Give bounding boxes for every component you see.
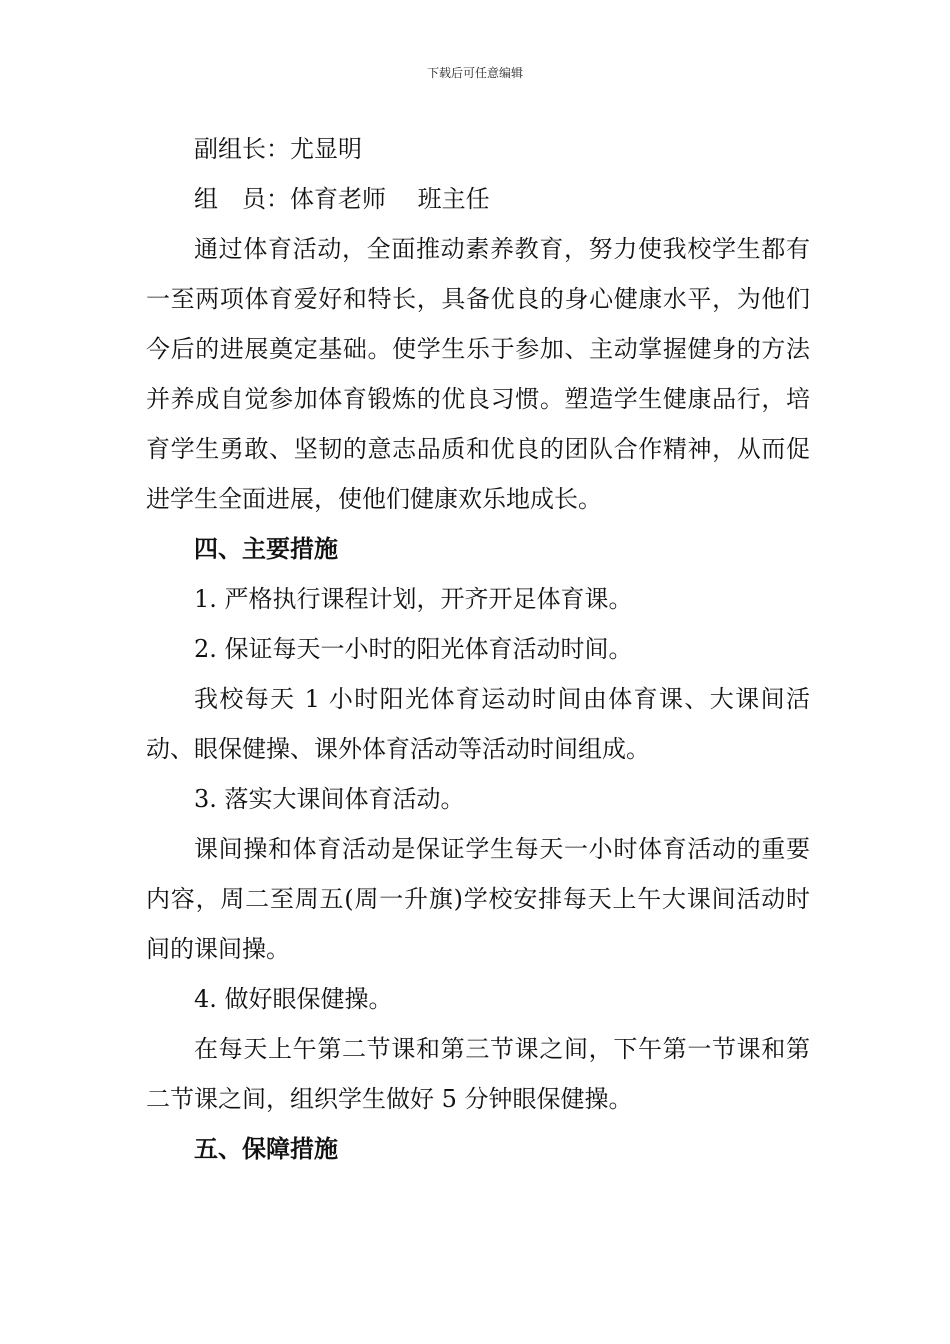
document-body bbox=[146, 124, 810, 1174]
measure-item-3: 3. 落实大课间体育活动。 bbox=[194, 785, 465, 813]
measure-item-4: 4. 做好眼保健操。 bbox=[194, 985, 393, 1013]
vice-leader-line: 副组长：尤显明 bbox=[194, 135, 362, 163]
measure-item-2-detail: 我校每天 1 小时阳光体育运动时间由体育课、大课间活动、眼保健操、课外体育活动等活动时间组成。 bbox=[146, 685, 810, 763]
section-4-heading: 四、主要措施 bbox=[194, 535, 338, 563]
members-line: 组 员：体育老师 班主任 bbox=[194, 185, 490, 213]
page-header-note: 下载后可任意编辑 bbox=[426, 66, 523, 80]
measure-item-1: 1. 严格执行课程计划，开齐开足体育课。 bbox=[194, 585, 633, 613]
goal-paragraph: 通过体育活动，全面推动素养教育，努力使我校学生都有一至两项体育爱好和特长，具备优良的身心健康水平，为他们今后的进展奠定基础。使学生乐于参加、主动掌握健身的方法并养成自觉参加体育锻炼的优良习惯。塑造学生健康品行，培育学生勇敢、坚韧的意志品质和优良的团队合作精神，从而促进学生全面进展，使他们健康欢乐地成长。 bbox=[146, 235, 810, 513]
section-5-heading: 五、保障措施 bbox=[194, 1135, 338, 1163]
measure-item-2: 2. 保证每天一小时的阳光体育活动时间。 bbox=[194, 635, 633, 663]
measure-item-4-detail: 在每天上午第二节课和第三节课之间，下午第一节课和第二节课之间，组织学生做好 5 分钟眼保健操。 bbox=[146, 1035, 810, 1113]
measure-item-3-detail: 课间操和体育活动是保证学生每天一小时体育活动的重要内容，周二至周五(周一升旗)学校安排每天上午大课间活动时间的课间操。 bbox=[146, 835, 810, 963]
